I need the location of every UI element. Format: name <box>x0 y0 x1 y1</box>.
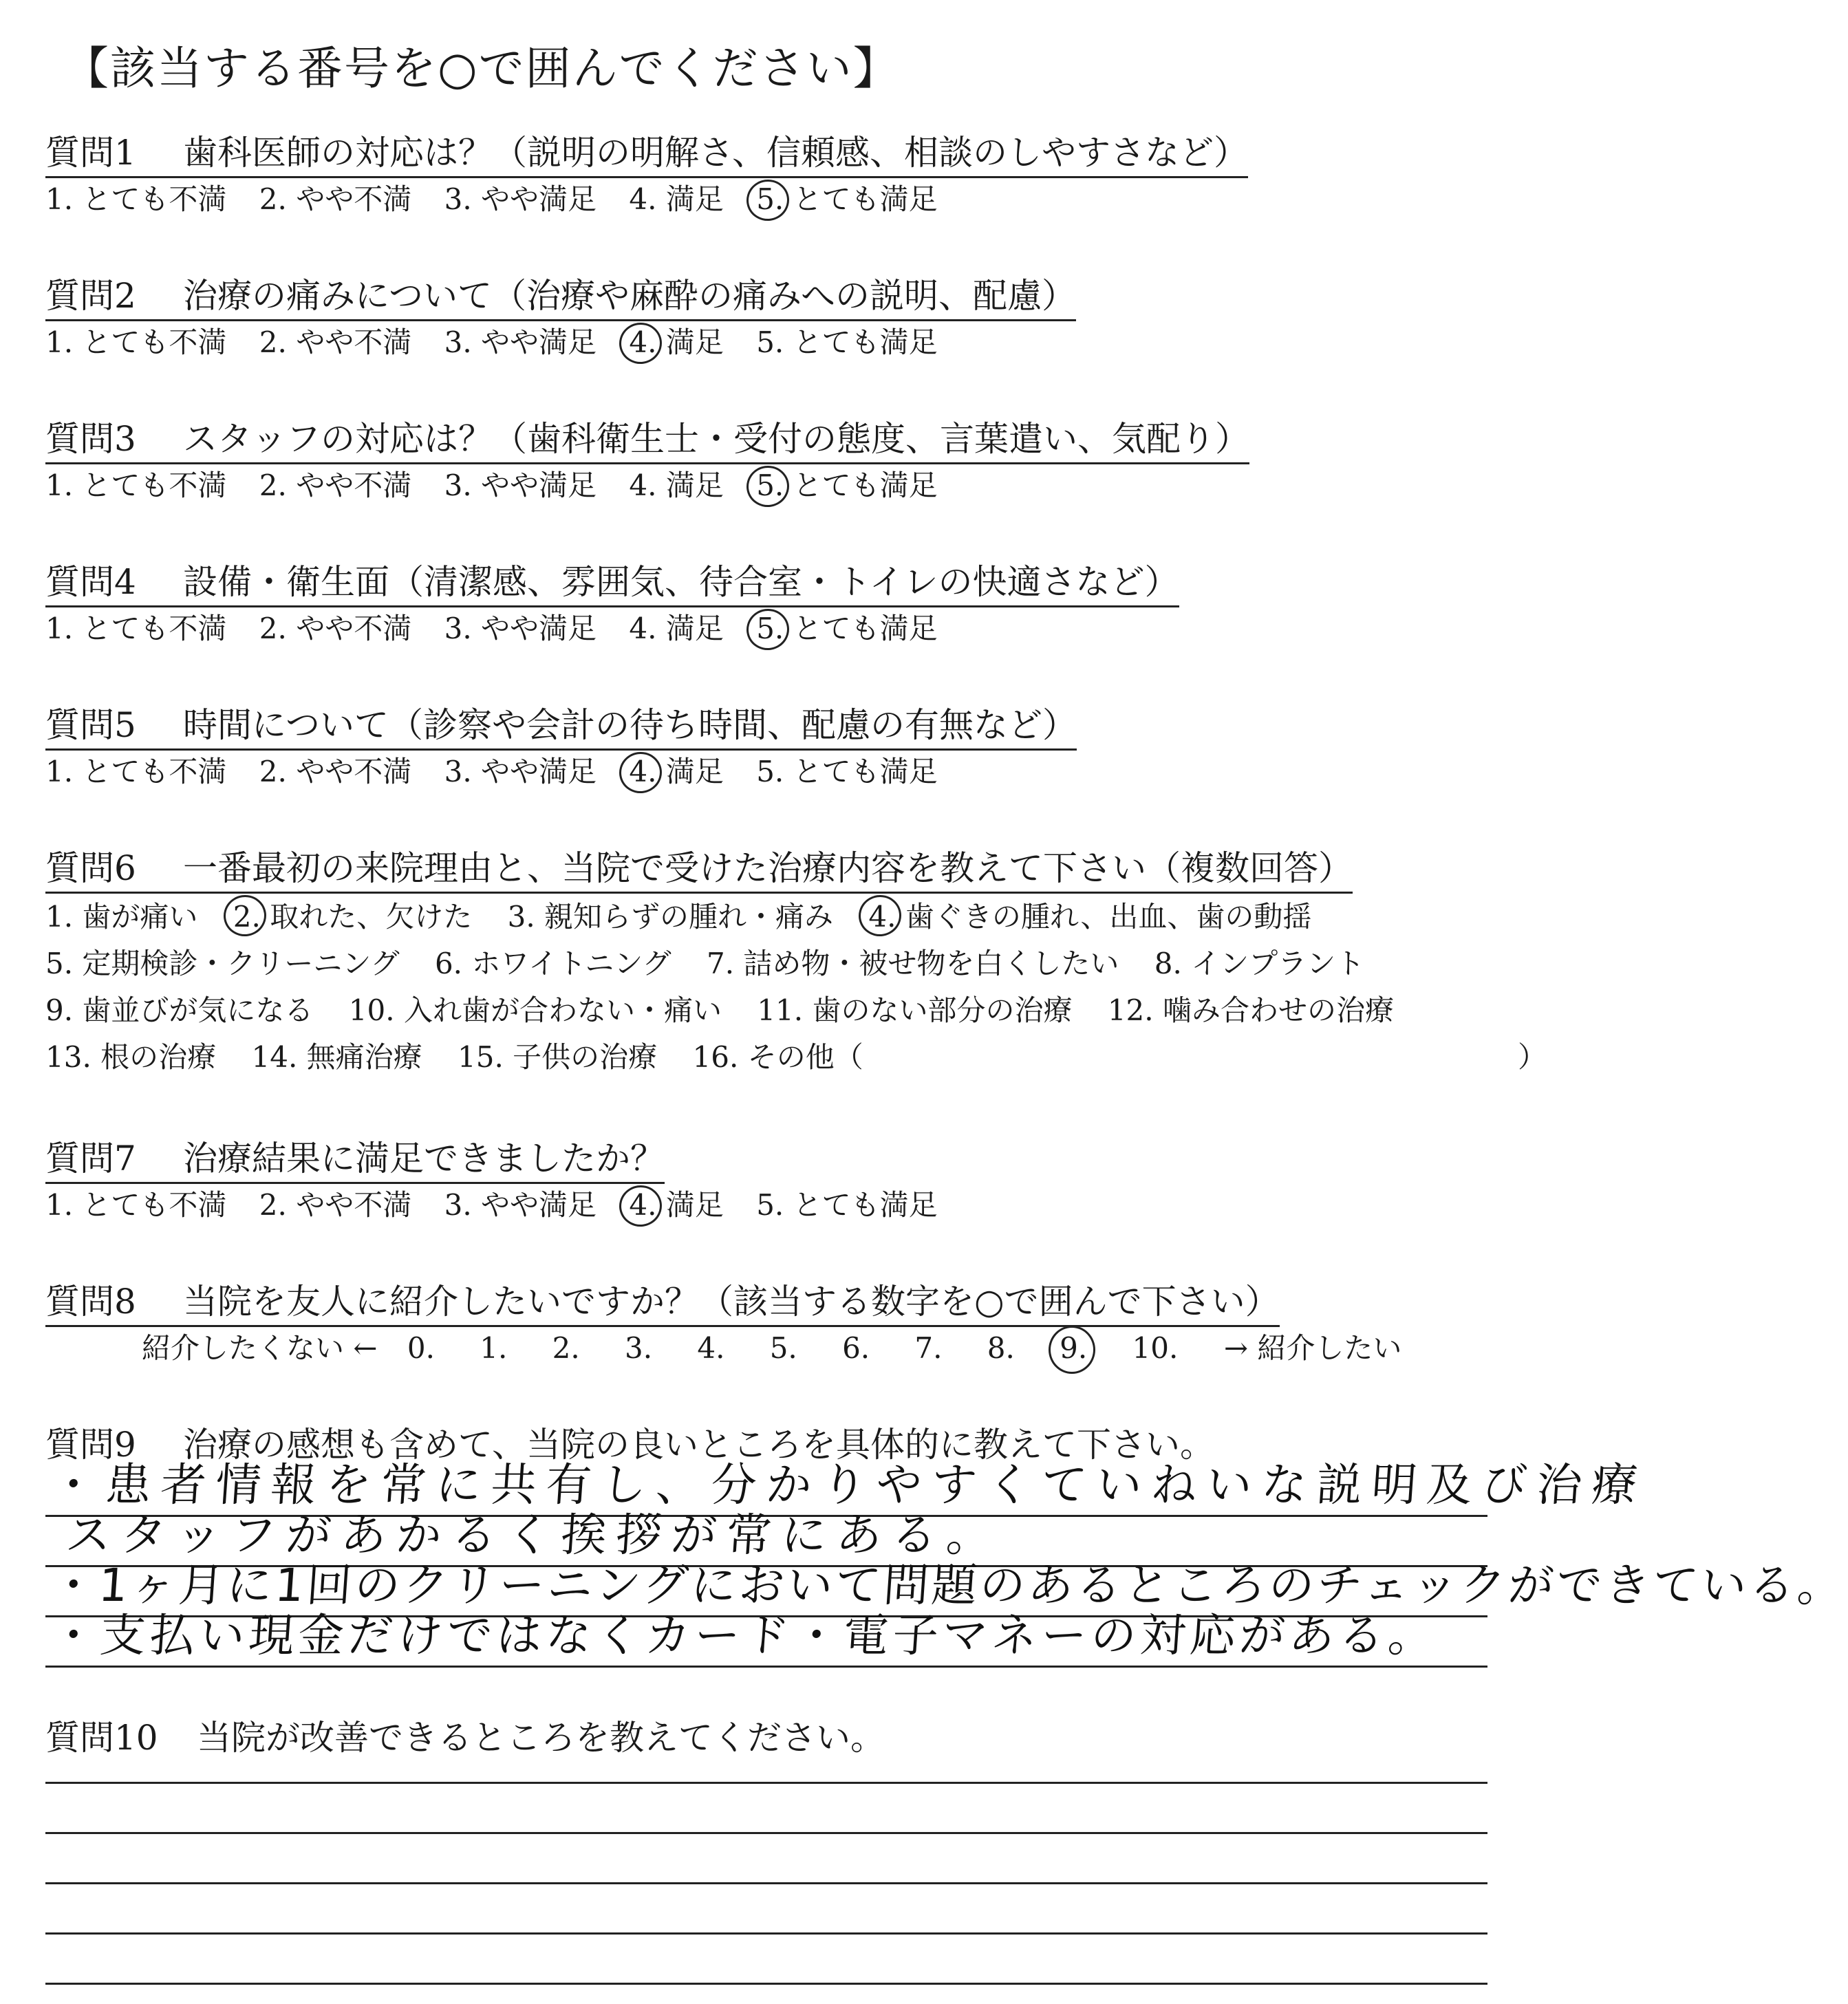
question-number: 質問10 <box>45 1718 158 1758</box>
option-4[interactable]: 4. 満足 <box>629 612 724 645</box>
option-2[interactable]: 2. やや不満 <box>259 325 412 359</box>
question-4-heading <box>45 560 1179 607</box>
question-7 <box>45 1136 961 1227</box>
question-3 <box>45 417 1249 507</box>
answer-options <box>45 607 1179 650</box>
q6-row-3 <box>45 987 1420 1034</box>
question-text: 当院を友人に紹介したいですか？（該当する数字を○で囲んで下さい） <box>183 1282 1280 1322</box>
option-5-circled[interactable]: 5. とても満足 <box>756 464 937 507</box>
page-title: 【該当する番号を○で囲んでください】 <box>63 42 900 95</box>
question-text: 歯科医師の対応は？（説明の明解さ、信頼感、相談のしやすさなど） <box>183 133 1248 173</box>
question-number: 質問6 <box>45 848 136 888</box>
answer-options <box>45 464 1249 507</box>
question-number: 質問3 <box>45 419 136 459</box>
question-4 <box>45 560 1179 650</box>
option-1[interactable]: 1. とても不満 <box>45 1188 227 1222</box>
option-1[interactable]: 1. とても不満 <box>45 468 227 502</box>
q6-row-2 <box>45 940 1420 987</box>
option-3[interactable]: 3. やや満足 <box>444 325 597 359</box>
option-4-circled[interactable]: 4. 満足 <box>629 321 723 364</box>
question-text: 治療の痛みについて（治療や麻酔の痛みへの説明、配慮） <box>183 276 1076 316</box>
option-1[interactable]: 1. とても不満 <box>45 755 227 788</box>
q9-answer-lines <box>45 1458 1847 1668</box>
handwritten-answer: ・1ヶ月に1回のクリーニングにおいて問題のあるところのチェックができている。 <box>48 1559 1847 1612</box>
option-5-circled[interactable]: 5. とても満足 <box>756 178 937 221</box>
question-number: 質問2 <box>45 276 136 316</box>
recommend-scale <box>142 1327 1401 1370</box>
option-1[interactable]: 1. とても不満 <box>45 182 227 216</box>
reason-option-circled[interactable]: 4. 歯ぐきの腫れ、出血、歯の動揺 <box>868 894 1311 940</box>
option-5[interactable]: 5. とても満足 <box>756 755 938 788</box>
reason-option[interactable]: 9. 歯並びが気になる <box>45 993 314 1027</box>
question-text: 時間について（診察や会計の待ち時間、配慮の有無など） <box>183 705 1077 745</box>
question-text: 一番最初の来院理由と、当院で受けた治療内容を教えて下さい（複数回答） <box>183 848 1353 888</box>
q10-answer-lines <box>45 1734 1487 1985</box>
option-3[interactable]: 3. やや満足 <box>444 755 597 788</box>
question-number: 質問4 <box>45 562 136 602</box>
option-5-circled[interactable]: 5. とても満足 <box>756 607 937 650</box>
option-2[interactable]: 2. やや不満 <box>259 468 412 502</box>
option-2[interactable]: 2. やや不満 <box>259 1188 412 1222</box>
reason-option[interactable]: 10. 入れ歯が合わない・痛い <box>348 993 722 1027</box>
question-2-heading <box>45 274 1076 321</box>
option-3[interactable]: 3. やや満足 <box>444 1188 597 1222</box>
option-3[interactable]: 3. やや満足 <box>444 612 597 645</box>
reason-option-other[interactable]: 16. その他（ <box>692 1040 863 1074</box>
question-text: 設備・衛生面（清潔感、雰囲気、待合室・トイレの快適さなど） <box>183 562 1179 602</box>
reason-option-circled[interactable]: 2. 取れた、欠けた <box>233 894 472 940</box>
q6-row-1 <box>45 894 1420 940</box>
handwritten-answer: ・支払い現金だけではなくカード・電子マネーの対応がある。 <box>48 1609 1440 1662</box>
question-number: 質問7 <box>45 1139 136 1178</box>
option-3[interactable]: 3. やや満足 <box>444 468 597 502</box>
option-5[interactable]: 5. とても満足 <box>756 325 938 359</box>
option-4[interactable]: 4. 満足 <box>629 468 724 502</box>
question-number: 質問5 <box>45 705 136 745</box>
answer-options <box>45 751 1077 793</box>
scale-option[interactable]: 8. <box>987 1331 1015 1365</box>
answer-line[interactable] <box>45 1935 1487 1985</box>
question-text: 当院が改善できるところを教えてください。 <box>197 1718 885 1758</box>
answer-options <box>45 321 1076 364</box>
answer-line[interactable] <box>45 1834 1487 1884</box>
reason-option[interactable]: 11. 歯のない部分の治療 <box>757 993 1073 1027</box>
scale-left-label: 紹介したくない ← <box>142 1331 378 1365</box>
option-2[interactable]: 2. やや不満 <box>259 182 412 216</box>
question-8 <box>45 1280 1401 1370</box>
answer-line[interactable] <box>45 1734 1487 1784</box>
question-text: スタッフの対応は？（歯科衛生士・受付の態度、言葉遣い、気配り） <box>183 419 1249 459</box>
question-number: 質問1 <box>45 133 136 173</box>
question-3-heading <box>45 417 1249 464</box>
question-8-heading <box>45 1280 1280 1327</box>
question-1 <box>45 131 1248 221</box>
handwritten-answer: ・患者情報を常に共有し、分かりやすくていねいな説明及び治療 <box>48 1458 1649 1511</box>
answer-options <box>45 178 1248 221</box>
question-6-heading <box>45 846 1353 894</box>
question-number: 質問9 <box>45 1425 136 1465</box>
question-number: 質問8 <box>45 1282 136 1322</box>
question-6 <box>45 846 1547 1081</box>
option-4-circled[interactable]: 4. 満足 <box>629 1184 723 1227</box>
option-2[interactable]: 2. やや不満 <box>259 612 412 645</box>
reason-option[interactable]: 5. 定期検診・クリーニング <box>45 947 400 980</box>
option-4-circled[interactable]: 4. 満足 <box>629 751 723 793</box>
option-1[interactable]: 1. とても不満 <box>45 612 227 645</box>
reason-option[interactable]: 12. 噛み合わせの治療 <box>1107 993 1394 1027</box>
question-1-heading <box>45 131 1248 178</box>
option-4[interactable]: 4. 満足 <box>629 182 724 216</box>
scale-option[interactable]: 5. <box>769 1331 797 1365</box>
scale-option[interactable]: 7. <box>914 1331 943 1365</box>
scale-option[interactable]: 10. <box>1132 1331 1179 1365</box>
question-5-heading <box>45 703 1077 751</box>
question-text: 治療の感想も含めて、当院の良いところを具体的に教えて下さい。 <box>183 1425 1214 1465</box>
reason-option[interactable]: 3. 親知らずの腫れ・痛み <box>507 900 834 934</box>
scale-option-circled[interactable]: 9. <box>1060 1327 1123 1370</box>
scale-option[interactable]: 4. <box>697 1331 725 1365</box>
reason-option[interactable]: 15. 子供の治療 <box>458 1040 658 1074</box>
option-2[interactable]: 2. やや不満 <box>259 755 412 788</box>
question-5 <box>45 703 1077 793</box>
option-1[interactable]: 1. とても不満 <box>45 325 227 359</box>
reason-option[interactable]: 7. 詰め物・被せ物を白くしたい <box>706 947 1119 980</box>
q6-row-4 <box>45 1034 1547 1081</box>
question-7-heading <box>45 1136 665 1184</box>
option-5[interactable]: 5. とても満足 <box>756 1188 938 1222</box>
reason-option[interactable]: 8. インプラント <box>1154 947 1365 980</box>
answer-line[interactable] <box>45 1784 1487 1834</box>
reason-option[interactable]: 13. 根の治療 <box>45 1040 217 1074</box>
scale-option[interactable]: 6. <box>842 1331 870 1365</box>
scale-right-label: → 紹介したい <box>1223 1331 1402 1365</box>
question-2 <box>45 274 1076 364</box>
answer-options <box>45 1184 961 1227</box>
reason-option[interactable]: 1. 歯が痛い <box>45 900 198 934</box>
scale-option[interactable]: 1. <box>480 1331 508 1365</box>
reason-option[interactable]: 14. 無痛治療 <box>251 1040 422 1074</box>
question-text: 治療結果に満足できましたか？ <box>183 1139 665 1178</box>
scale-option[interactable]: 0. <box>407 1331 435 1365</box>
answer-line[interactable] <box>45 1609 1487 1668</box>
reason-option[interactable]: 6. ホワイトニング <box>434 947 671 980</box>
scale-option[interactable]: 2. <box>552 1331 580 1365</box>
answer-line[interactable] <box>45 1884 1487 1935</box>
option-3[interactable]: 3. やや満足 <box>444 182 597 216</box>
scale-option[interactable]: 3. <box>624 1331 653 1365</box>
other-close-paren: ） <box>1518 1040 1547 1074</box>
handwritten-answer: スタッフがあかるく挨拶が常にある。 <box>63 1509 1004 1562</box>
